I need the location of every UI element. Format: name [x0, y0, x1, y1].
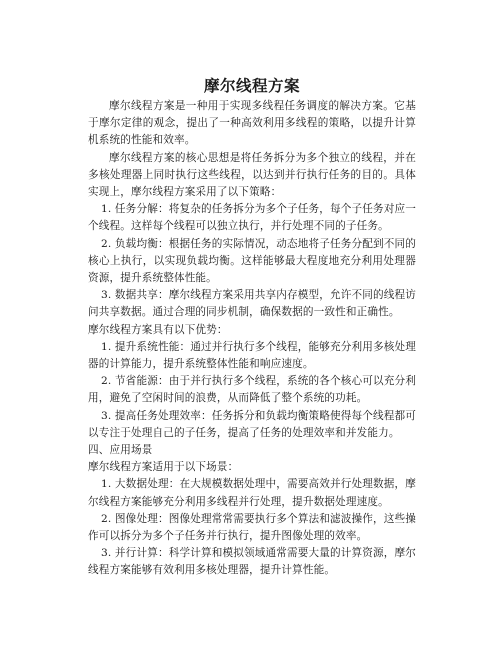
list-item-energy: 2. 节省能源：由于并行执行多个线程，系统的各个核心可以充分利用，避免了空闲时间的浪费，从而降低了整个系统的功耗。: [88, 375, 416, 405]
paragraph-core-idea: 摩尔线程方案的核心思想是将任务拆分为多个独立的线程，并在多核处理器上同时执行这些线程，以达到并行执行任务的目的。具体实现上，摩尔线程方案采用了以下策略：: [88, 151, 416, 199]
list-item-efficiency: 3. 提高任务处理效率：任务拆分和负载均衡策略使得每个线程都可以专注于处理自己的子任务，提高了任务的处理效率和并发能力。: [88, 409, 416, 439]
applications-intro: 摩尔线程方案适用于以下场景：: [88, 461, 239, 474]
list-item-big-data: 1. 大数据处理：在大规模数据处理中，需要高效并行处理数据，摩尔线程方案能够充分利用多线程并行处理，提升数据处理速度。: [88, 478, 416, 508]
advantages-heading: 摩尔线程方案具有以下优势：: [88, 323, 228, 336]
list-item-load-balancing: 2. 负载均衡：根据任务的实际情况，动态地将子任务分配到不同的核心上执行，以实现负载均衡。这样能够最大程度地充分利用处理器资源，提升系统整体性能。: [88, 237, 416, 285]
list-item-data-sharing: 3. 数据共享：摩尔线程方案采用共享内存模型，允许不同的线程访问共享数据。通过合理的同步机制，确保数据的一致性和正确性。: [88, 289, 416, 319]
list-item-performance: 1. 提升系统性能：通过并行执行多个线程，能够充分利用多核处理器的计算能力，提升系统整体性能和响应速度。: [88, 340, 416, 371]
list-item-image-processing: 2. 图像处理：图像处理常常需要执行多个算法和滤波操作，这些操作可以拆分为多个子任务并行执行，提升图像处理的效率。: [88, 512, 416, 543]
document-title: 摩尔线程方案: [203, 77, 300, 95]
list-item-task-decomposition: 1. 任务分解：将复杂的任务拆分为多个子任务，每个子任务对应一个线程。这样每个线程可以独立执行，并行处理不同的子任务。: [88, 203, 416, 233]
list-item-parallel-computing: 3. 并行计算：科学计算和模拟领域通常需要大量的计算资源，摩尔线程方案能够有效利用多核处理器，提升计算性能。: [88, 547, 416, 577]
section-heading-applications: 四、应用场景: [88, 444, 153, 457]
document-body: [88, 76, 416, 580]
paragraph-intro: 摩尔线程方案是一种用于实现多线程任务调度的解决方案。它基于摩尔定律的观念，提出了一种高效利用多线程的策略，以提升计算机系统的性能和效率。: [88, 100, 416, 147]
